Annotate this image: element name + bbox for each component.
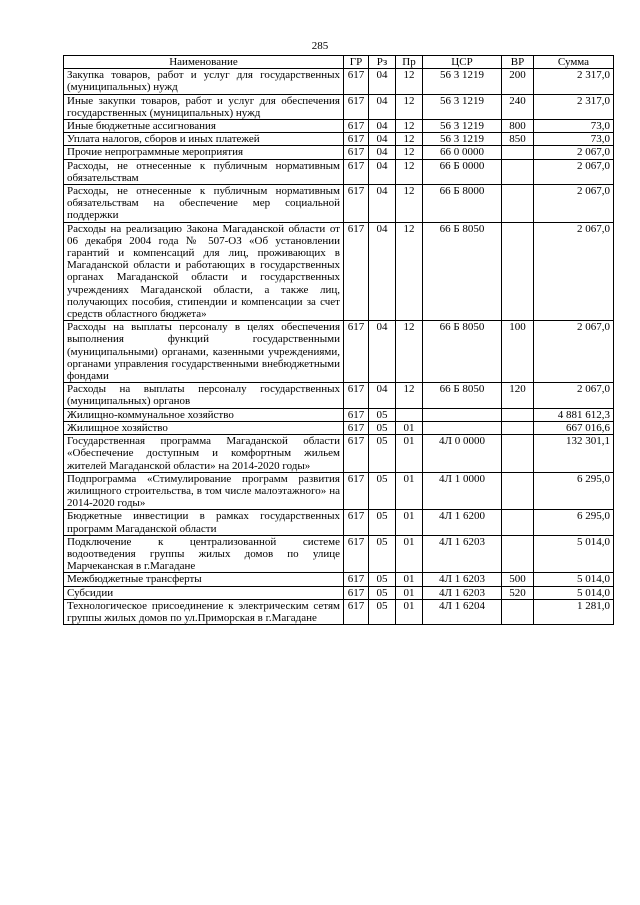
cell-gr: 617 [344,94,369,119]
cell-gr: 617 [344,383,369,408]
cell-pr: 01 [396,435,423,473]
cell-name: Прочие непрограммные мероприятия [64,146,344,159]
cell-csr: 56 3 1219 [423,133,502,146]
cell-rz: 04 [369,321,396,383]
cell-pr: 01 [396,472,423,510]
table-row [64,146,614,159]
cell-name: Расходы, не отнесенные к публичным нормативным обязательствам [64,159,344,184]
cell-name: Государственная программа Магаданской области «Обеспечение доступным и комфортным жильем жителей Магаданской области» на 2014-2020 годы» [64,435,344,473]
cell-pr: 01 [396,510,423,535]
cell-vr [502,435,534,473]
cell-sum: 2 317,0 [534,94,614,119]
cell-sum: 2 067,0 [534,383,614,408]
cell-name: Межбюджетные трансферты [64,573,344,586]
cell-gr: 617 [344,146,369,159]
header-row [64,56,614,69]
cell-csr [423,408,502,421]
header-name: Наименование [64,56,344,69]
cell-vr [502,535,534,573]
cell-vr [502,472,534,510]
cell-rz: 04 [369,69,396,94]
cell-pr: 12 [396,120,423,133]
cell-csr: 4Л 1 6204 [423,599,502,624]
cell-vr [502,222,534,321]
cell-sum: 1 281,0 [534,599,614,624]
cell-rz: 05 [369,421,396,434]
cell-sum: 5 014,0 [534,573,614,586]
cell-pr: 01 [396,535,423,573]
cell-gr: 617 [344,185,369,223]
cell-rz: 04 [369,133,396,146]
cell-rz: 05 [369,472,396,510]
cell-rz: 04 [369,146,396,159]
cell-gr: 617 [344,133,369,146]
cell-csr: 4Л 1 6200 [423,510,502,535]
table-row [64,222,614,321]
cell-name: Иные закупки товаров, работ и услуг для обеспечения государственных (муниципальных) нужд [64,94,344,119]
header-vr: ВР [502,56,534,69]
cell-gr: 617 [344,599,369,624]
cell-sum: 2 067,0 [534,321,614,383]
cell-gr: 617 [344,535,369,573]
table-row [64,435,614,473]
cell-vr [502,408,534,421]
cell-vr: 100 [502,321,534,383]
cell-gr: 617 [344,421,369,434]
header-pr: Пр [396,56,423,69]
cell-name: Расходы на выплаты персоналу государственных (муниципальных) органов [64,383,344,408]
cell-rz: 05 [369,586,396,599]
cell-vr [502,159,534,184]
cell-pr: 12 [396,222,423,321]
cell-gr: 617 [344,586,369,599]
cell-sum: 73,0 [534,120,614,133]
cell-csr: 4Л 0 0000 [423,435,502,473]
cell-pr: 01 [396,586,423,599]
cell-sum: 4 881 612,3 [534,408,614,421]
cell-rz: 04 [369,94,396,119]
cell-pr [396,408,423,421]
cell-name: Технологическое присоединение к электрическим сетям группы жилых домов по ул.Приморская в г.Магадане [64,599,344,624]
table-row [64,185,614,223]
table-row [64,408,614,421]
cell-sum: 6 295,0 [534,510,614,535]
header-sum: Сумма [534,56,614,69]
cell-csr: 56 3 1219 [423,69,502,94]
cell-gr: 617 [344,159,369,184]
cell-gr: 617 [344,69,369,94]
cell-gr: 617 [344,321,369,383]
cell-sum: 132 301,1 [534,435,614,473]
cell-name: Закупка товаров, работ и услуг для государственных (муниципальных) нужд [64,69,344,94]
cell-rz: 04 [369,222,396,321]
cell-pr: 12 [396,159,423,184]
cell-gr: 617 [344,573,369,586]
cell-rz: 05 [369,599,396,624]
table-row [64,535,614,573]
cell-csr: 66 Б 8000 [423,185,502,223]
cell-vr: 200 [502,69,534,94]
cell-name: Расходы на реализацию Закона Магаданской области от 06 декабря 2004 года № 507-ОЗ «Об установлении гарантий и компенсаций для лиц, проживающих в Магаданской области и работающих в государственных органах Магаданской области и государственных учреждениях Магаданской области, а также лиц, получающих пособия, стипендии и компенсации за счет средств областного бюджета» [64,222,344,321]
cell-vr [502,146,534,159]
cell-name: Жилищное хозяйство [64,421,344,434]
cell-vr: 500 [502,573,534,586]
cell-vr [502,599,534,624]
cell-pr: 01 [396,421,423,434]
cell-sum: 2 067,0 [534,222,614,321]
cell-gr: 617 [344,408,369,421]
header-csr: ЦСР [423,56,502,69]
cell-vr: 800 [502,120,534,133]
cell-vr [502,510,534,535]
cell-pr: 12 [396,94,423,119]
cell-name: Жилищно-коммунальное хозяйство [64,408,344,421]
cell-name: Субсидии [64,586,344,599]
cell-gr: 617 [344,222,369,321]
table-row [64,383,614,408]
cell-pr: 12 [396,185,423,223]
cell-csr: 66 Б 8050 [423,222,502,321]
cell-name: Подключение к централизованной системе водоотведения группы жилых домов по улице Марчеканская в г.Магадане [64,535,344,573]
table-row [64,69,614,94]
cell-name: Иные бюджетные ассигнования [64,120,344,133]
cell-pr: 01 [396,573,423,586]
cell-sum: 2 067,0 [534,159,614,184]
cell-name: Расходы, не отнесенные к публичным нормативным обязательствам на обеспечение мер социальной поддержки [64,185,344,223]
cell-vr: 240 [502,94,534,119]
cell-sum: 73,0 [534,133,614,146]
cell-gr: 617 [344,120,369,133]
cell-rz: 05 [369,408,396,421]
budget-table [63,55,614,625]
cell-csr: 4Л 1 0000 [423,472,502,510]
cell-csr: 66 Б 8050 [423,383,502,408]
table-row [64,321,614,383]
cell-gr: 617 [344,510,369,535]
table-row [64,510,614,535]
cell-name: Бюджетные инвестиции в рамках государственных программ Магаданской области [64,510,344,535]
cell-sum: 667 016,6 [534,421,614,434]
cell-rz: 05 [369,435,396,473]
cell-sum: 2 067,0 [534,146,614,159]
cell-csr: 66 0 0000 [423,146,502,159]
cell-name: Уплата налогов, сборов и иных платежей [64,133,344,146]
table-row [64,599,614,624]
cell-vr: 120 [502,383,534,408]
cell-csr: 4Л 1 6203 [423,586,502,599]
table-row [64,159,614,184]
cell-rz: 04 [369,185,396,223]
cell-rz: 04 [369,383,396,408]
cell-csr: 66 Б 0000 [423,159,502,184]
cell-pr: 12 [396,146,423,159]
cell-gr: 617 [344,435,369,473]
cell-name: Расходы на выплаты персоналу в целях обеспечения выполнения функций государственными (муниципальными) органами, казенными учреждениями, органами управления государственными внебюджетными фондами [64,321,344,383]
cell-pr: 12 [396,321,423,383]
cell-vr: 850 [502,133,534,146]
header-rz: Рз [369,56,396,69]
cell-pr: 01 [396,599,423,624]
cell-csr [423,421,502,434]
cell-pr: 12 [396,383,423,408]
cell-name: Подпрограмма «Стимулирование программ развития жилищного строительства, в том числе малоэтажного» на 2014-2020 годы» [64,472,344,510]
table-body [64,69,614,625]
cell-sum: 6 295,0 [534,472,614,510]
cell-sum: 2 317,0 [534,69,614,94]
table-row [64,94,614,119]
cell-sum: 5 014,0 [534,535,614,573]
cell-csr: 66 Б 8050 [423,321,502,383]
cell-rz: 05 [369,510,396,535]
cell-csr: 56 3 1219 [423,94,502,119]
cell-rz: 04 [369,159,396,184]
table-row [64,120,614,133]
cell-gr: 617 [344,472,369,510]
cell-vr: 520 [502,586,534,599]
table-row [64,133,614,146]
cell-rz: 05 [369,573,396,586]
cell-csr: 4Л 1 6203 [423,535,502,573]
cell-vr [502,185,534,223]
page-number: 285 [311,40,329,52]
cell-rz: 04 [369,120,396,133]
header-gr: ГР [344,56,369,69]
cell-csr: 56 3 1219 [423,120,502,133]
cell-vr [502,421,534,434]
cell-pr: 12 [396,133,423,146]
cell-sum: 5 014,0 [534,586,614,599]
table-row [64,472,614,510]
table-row [64,421,614,434]
table-row [64,586,614,599]
table-row [64,573,614,586]
cell-csr: 4Л 1 6203 [423,573,502,586]
cell-pr: 12 [396,69,423,94]
cell-rz: 05 [369,535,396,573]
cell-sum: 2 067,0 [534,185,614,223]
